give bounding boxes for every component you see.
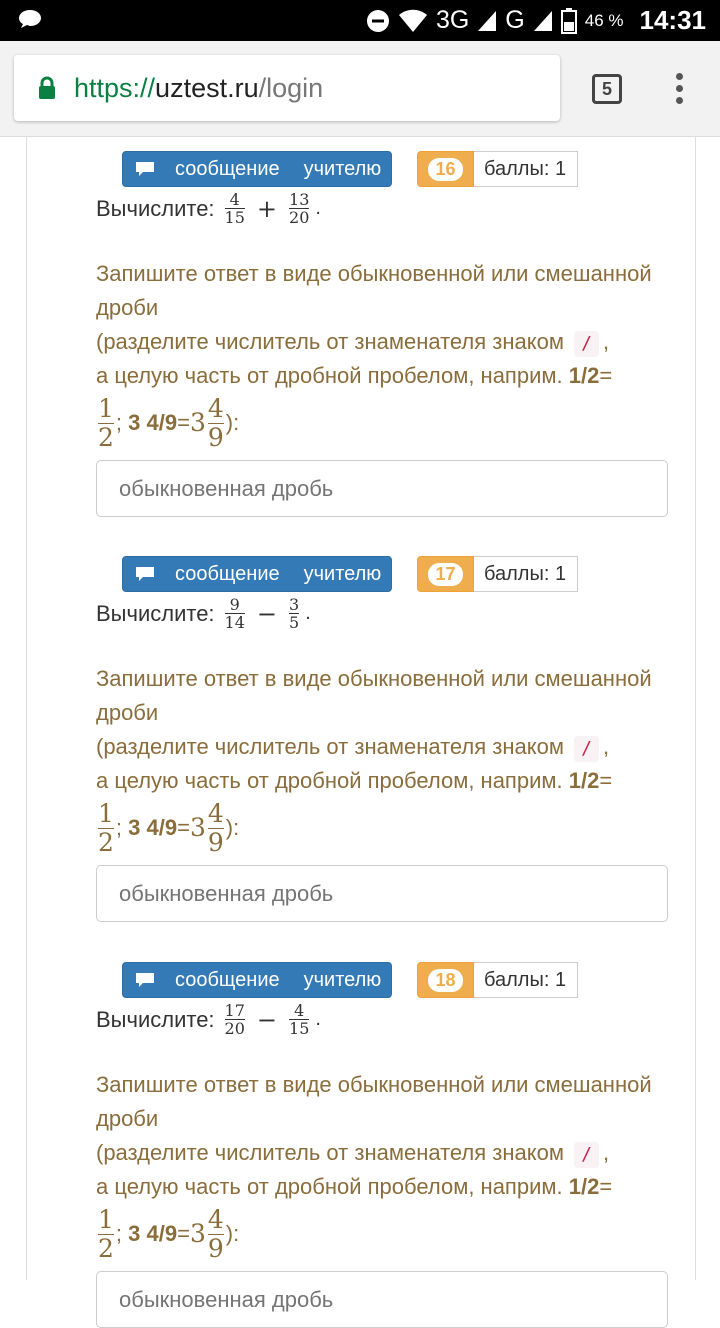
do-not-disturb-icon: [366, 9, 390, 33]
comment-icon: [135, 161, 155, 177]
question-expression: Вычислите: $\frac{4}{15}$ + $\frac{13}{20}$ .: [96, 190, 321, 227]
score-badge: [417, 556, 578, 592]
signal-icon-2: [533, 10, 553, 32]
question-expression: Вычислите: $\frac{17}{20}$ − $\frac{4}{15}$ .: [96, 1001, 321, 1038]
signal-icon: [477, 10, 497, 32]
message-teacher-button[interactable]: сообщение учителю: [122, 962, 392, 998]
network-type: 3G: [435, 6, 470, 34]
battery-level: 46 %: [584, 10, 624, 30]
url-text: https://uztest.ru/login: [74, 72, 324, 103]
clock: 14:31: [639, 5, 706, 35]
network-type-2: G: [505, 6, 525, 34]
battery-icon: [561, 8, 577, 34]
chat-notification-icon: [18, 9, 42, 29]
comment-icon: [135, 566, 155, 582]
comment-icon: [135, 972, 155, 988]
question-number: 16: [428, 158, 462, 181]
test-content: [26, 137, 696, 1280]
message-teacher-button[interactable]: сообщение учителю: [122, 556, 392, 592]
browser-toolbar: [0, 41, 720, 137]
answer-input[interactable]: [96, 865, 668, 922]
question-number: 18: [428, 969, 462, 992]
question-number: 17: [428, 563, 462, 586]
score-badge: [417, 962, 578, 998]
status-bar: [0, 0, 720, 41]
instructions: Запишите ответ в виде обыкновенной или смешанной дроби (разделите числитель от знаменателя знаком / , а целую часть от дробной пробелом, наприм. 1/2= $\frac{1}{2}$ ; 3 4/9 = 3 $\frac{4}{9}$ ):: [96, 1072, 652, 1263]
message-teacher-button[interactable]: сообщение учителю: [122, 151, 392, 187]
tab-switcher-button[interactable]: 5: [592, 74, 622, 104]
instructions: Запишите ответ в виде обыкновенной или смешанной дроби (разделите числитель от знаменателя знаком / , а целую часть от дробной пробелом, наприм. 1/2= $\frac{1}{2}$ ; 3 4/9 = 3 $\frac{4}{9}$ ):: [96, 666, 652, 857]
points-label: баллы: 1: [474, 151, 578, 187]
url-bar[interactable]: [14, 55, 560, 121]
points-label: баллы: 1: [474, 962, 578, 998]
score-badge: [417, 151, 578, 187]
lock-icon: [38, 76, 56, 100]
instructions: Запишите ответ в виде обыкновенной или смешанной дроби (разделите числитель от знаменателя знаком / , а целую часть от дробной пробелом, наприм. 1/2= $\frac{1}{2}$ ; 3 4/9 = 3 $\frac{4}{9}$ ):: [96, 261, 652, 452]
answer-input[interactable]: [96, 460, 668, 517]
points-label: баллы: 1: [474, 556, 578, 592]
more-menu-icon[interactable]: [676, 73, 684, 105]
question-expression: Вычислите: $\frac{9}{14}$ − $\frac{3}{5}$ .: [96, 595, 311, 632]
wifi-icon: [398, 9, 428, 33]
